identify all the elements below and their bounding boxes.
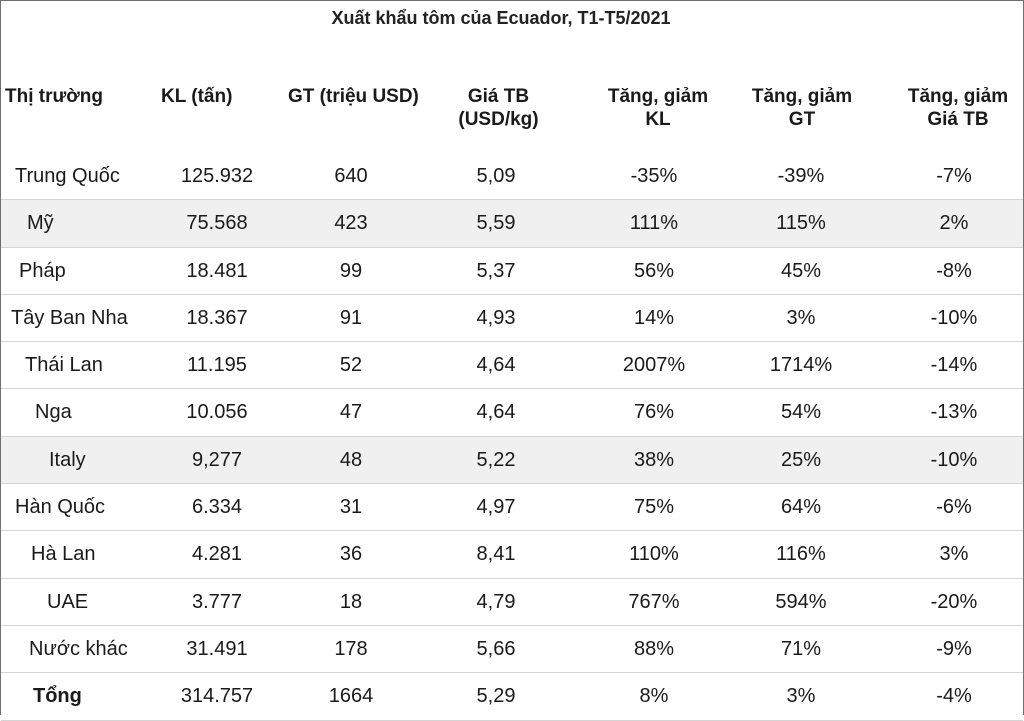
cell-change-value: 3% [786,685,816,708]
cell-market: UAE [47,590,89,613]
cell-avg-price: 5,59 [476,212,516,235]
cell-change-volume: 38% [633,448,675,471]
table-row [1,531,1023,578]
cell-change-value: 25% [780,448,822,471]
cell-change-volume: 767% [628,590,680,613]
cell-avg-price: 4,97 [476,496,516,519]
cell-change-volume: 2007% [622,354,686,377]
cell-change-value: -39% [777,165,825,187]
cell-change-value: 1714% [769,354,833,377]
cell-market: Nước khác [29,637,128,660]
table-row [1,200,1023,247]
cell-market: Thái Lan [25,354,103,377]
cell-market: Pháp [19,259,66,282]
cell-volume: 11.195 [187,354,247,377]
cell-change-price: -10% [930,306,978,329]
header-change-price: Tăng, giảm Giá TB [907,86,1009,130]
table-body [1,153,1023,721]
table-row [1,248,1023,295]
cell-avg-price: 4,64 [476,354,516,377]
table-row [1,389,1023,436]
cell-change-volume: 56% [633,259,675,282]
cell-avg-price: 5,09 [476,165,516,187]
table-row [1,484,1023,531]
cell-value: 91 [339,306,363,329]
cell-avg-price: 4,64 [476,401,516,424]
cell-market: Hàn Quốc [15,496,106,519]
header-value: GT (triệu USD) [288,86,419,107]
cell-value: 48 [339,448,363,471]
cell-change-price: -4% [936,685,972,708]
cell-value: 47 [339,401,363,424]
cell-change-price: -13% [930,401,978,424]
cell-change-volume: 111% [629,212,679,235]
cell-change-volume: 110% [629,543,679,566]
cell-change-value: 594% [775,590,827,613]
table-row [1,342,1023,389]
cell-volume: 31.491 [186,637,248,660]
cell-change-price: -10% [930,448,978,471]
cell-change-value: 3% [786,306,816,329]
header-change-value: Tăng, giảm GT [751,86,853,130]
cell-avg-price: 5,37 [476,259,516,282]
table-row [1,437,1023,484]
table-header [1,85,1023,151]
cell-avg-price: 4,93 [476,306,516,329]
cell-avg-price: 5,22 [476,448,516,471]
table-row-total [1,673,1023,720]
cell-volume: 10.056 [186,401,248,424]
cell-change-price: -14% [930,354,978,377]
cell-change-volume: 8% [639,685,669,708]
cell-market: Tây Ban Nha [11,306,128,329]
cell-volume: 314.757 [180,685,254,708]
table-row [1,626,1023,673]
cell-volume: 18.367 [186,306,248,329]
header-market: Thị trường [5,86,103,107]
cell-change-price: -8% [936,259,972,282]
cell-change-volume: 14% [633,306,675,329]
cell-value: 99 [339,259,363,282]
table-row [1,295,1023,342]
cell-change-value: 71% [780,637,822,660]
table-row [1,153,1023,200]
header-change-volume: Tăng, giảm KL [607,86,709,130]
table-row [1,579,1023,626]
cell-change-value: 64% [780,496,822,519]
cell-avg-price: 8,41 [476,543,516,566]
cell-value: 36 [339,543,363,566]
cell-change-volume: 88% [633,637,675,660]
cell-volume: 4.281 [191,543,243,566]
cell-change-volume: -35% [630,165,678,187]
cell-volume: 3.777 [191,590,243,613]
cell-change-volume: 76% [633,401,675,424]
header-volume: KL (tấn) [161,86,233,107]
cell-market: Nga [35,401,72,424]
cell-change-value: 115% [776,212,826,235]
cell-change-value: 45% [780,259,822,282]
cell-change-volume: 75% [633,496,675,519]
cell-value: 18 [339,590,363,613]
cell-value: 31 [339,496,363,519]
header-avg-price: Giá TB (USD/kg) [458,86,539,130]
cell-volume: 6.334 [191,496,243,519]
cell-avg-price: 5,66 [476,637,516,660]
cell-avg-price: 4,79 [476,590,516,613]
cell-change-price: -9% [936,637,972,660]
cell-value: 52 [339,354,363,377]
cell-change-value: 54% [780,401,822,424]
cell-avg-price: 5,29 [476,685,516,708]
cell-change-price: -7% [936,165,972,187]
cell-value: 1664 [328,685,374,708]
cell-value: 423 [334,212,368,235]
cell-value: 640 [334,165,368,187]
cell-volume: 9,277 [191,448,243,471]
cell-market: Hà Lan [31,543,96,566]
cell-change-value: 116% [776,543,826,566]
cell-market: Tổng [33,685,82,708]
cell-market: Mỹ [27,212,54,235]
cell-volume: 75.568 [186,212,248,235]
cell-market: Trung Quốc [15,165,120,187]
cell-change-price: 3% [939,543,969,566]
cell-change-price: 2% [939,212,969,235]
cell-volume: 125.932 [180,165,254,187]
cell-market: Italy [49,448,86,471]
cell-change-price: -20% [930,590,978,613]
cell-volume: 18.481 [186,259,248,282]
cell-change-price: -6% [936,496,972,519]
cell-value: 178 [334,637,368,660]
table-title: Xuất khẩu tôm của Ecuador, T1-T5/2021 [331,8,671,28]
